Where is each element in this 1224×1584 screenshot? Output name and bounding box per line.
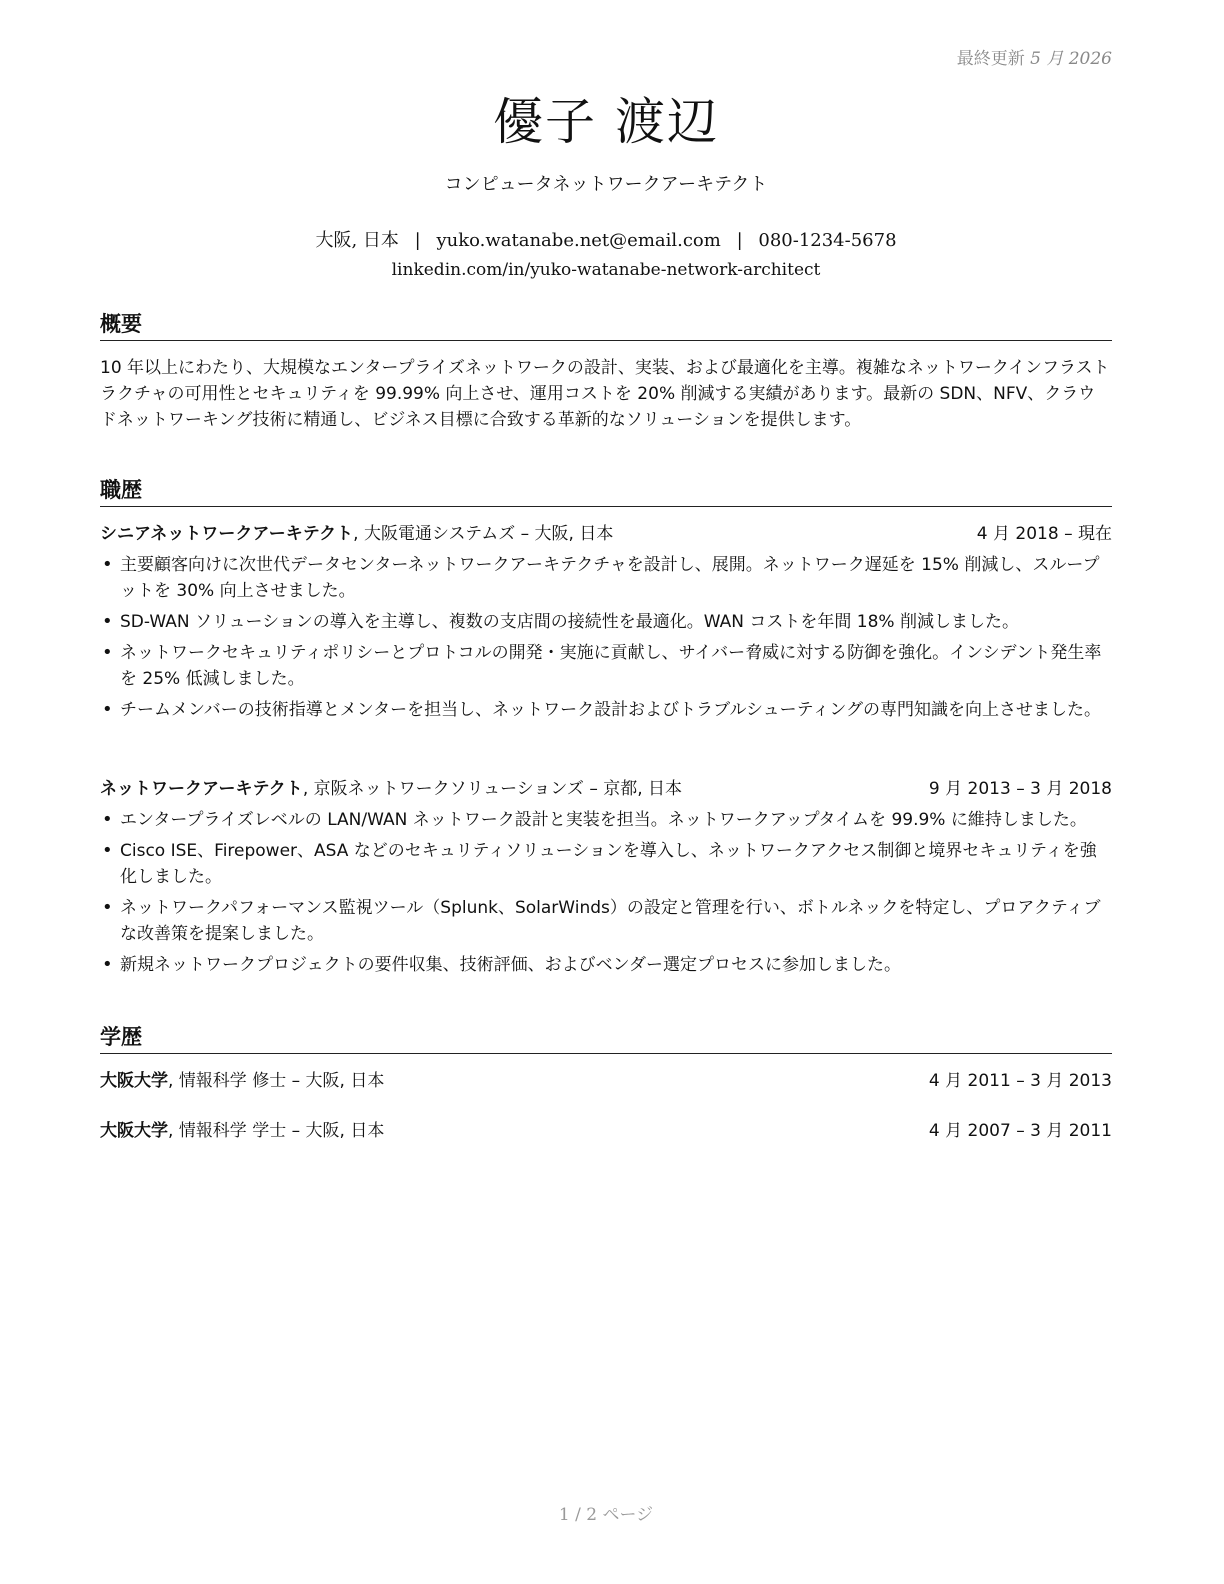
job-company: , 京阪ネットワークソリューションズ – 京都, 日本 — [302, 779, 683, 799]
job-header — [100, 522, 1112, 546]
education-school: 大阪大学 — [100, 1121, 168, 1141]
contact-line — [100, 226, 1112, 252]
section-title-experience: 職歴 — [100, 476, 1112, 507]
section-title-summary: 概要 — [100, 310, 1112, 341]
job-bullets — [100, 552, 1112, 728]
education-dates: 4 月 2011 – 3 月 2013 — [928, 1071, 1112, 1091]
list-item: • 主要顧客向けに次世代データセンターネットワークアーキテクチャを設計し、展開。ネットワーク遅延を 15% 削減し、スループットを 30% 向上させました。 — [100, 552, 1112, 604]
summary-text: 10 年以上にわたり、大規模なエンタープライズネットワークの設計、実装、および最適化を主導。複雑なネットワークインフラストラクチャの可用性とセキュリティを 99.99% 向上させ、運用コストを 20% 削減する実績があります。最新の SDN、NFV、クラウドネットワーキング技術に精通し、ビジネス目標に合致する革新的なソリューションを提供します。 — [100, 358, 1110, 430]
job-role: シニアネットワークアーキテクト — [100, 524, 354, 544]
candidate-name: 優子 渡辺 — [493, 93, 719, 151]
list-item: • SD-WAN ソリューションの導入を主導し、複数の支店間の接続性を最適化。WAN コストを年間 18% 削減しました。 — [100, 609, 1112, 635]
contact-separator: | — [736, 230, 743, 251]
last-updated — [957, 44, 1112, 69]
list-item: • エンタープライズレベルの LAN/WAN ネットワーク設計と実装を担当。ネットワークアップタイムを 99.9% に維持しました。 — [100, 807, 1112, 833]
education-entry — [100, 1069, 1112, 1093]
job-bullets — [100, 807, 1112, 983]
education-dates: 4 月 2007 – 3 月 2011 — [928, 1121, 1112, 1141]
linkedin-link[interactable]: linkedin.com/in/yuko-watanabe-network-architect — [391, 260, 821, 280]
job-dates: 4 月 2018 – 現在 — [976, 524, 1112, 544]
education-detail: , 情報科学 学士 – 大阪, 日本 — [168, 1121, 385, 1141]
resume-page — [100, 0, 1112, 1584]
job-role: ネットワークアーキテクト — [100, 779, 303, 799]
job-header — [100, 777, 1112, 801]
education-school: 大阪大学 — [100, 1071, 168, 1091]
last-updated-label: 最終更新 — [956, 49, 1025, 69]
contact-location: 大阪, 日本 — [315, 230, 399, 251]
contact-separator: | — [414, 230, 421, 251]
list-item: • ネットワークパフォーマンス監視ツール（Splunk、SolarWinds）の設定と管理を行い、ボトルネックを特定し、プロアクティブな改善策を提案しました。 — [100, 895, 1112, 947]
contact-email[interactable]: yuko.watanabe.net@email.com — [436, 230, 721, 251]
education-detail: , 情報科学 修士 – 大阪, 日本 — [168, 1071, 385, 1091]
education-entry — [100, 1119, 1112, 1143]
list-item: • ネットワークセキュリティポリシーとプロトコルの開発・実施に貢献し、サイバー脅威に対する防御を強化。インシデント発生率を 25% 低減しました。 — [100, 640, 1112, 692]
contact-phone: 080-1234-5678 — [758, 230, 897, 251]
job-company: , 大阪電通システムズ – 大阪, 日本 — [353, 524, 614, 544]
list-item: • 新規ネットワークプロジェクトの要件収集、技術評価、およびベンダー選定プロセスに参加しました。 — [100, 952, 1112, 978]
job-headline: コンピュータネットワークアーキテクト — [444, 174, 768, 195]
list-item: • チームメンバーの技術指導とメンターを担当し、ネットワーク設計およびトラブルシューティングの専門知識を向上させました。 — [100, 697, 1112, 723]
list-item: • Cisco ISE、Firepower、ASA などのセキュリティソリューションを導入し、ネットワークアクセス制御と境界セキュリティを強化しました。 — [100, 838, 1112, 890]
job-dates: 9 月 2013 – 3 月 2018 — [928, 779, 1112, 799]
section-title-education: 学歴 — [100, 1023, 1112, 1054]
page-number: 1 / 2 ページ — [558, 1505, 654, 1525]
last-updated-date: 5 月 2026 — [1030, 49, 1112, 69]
